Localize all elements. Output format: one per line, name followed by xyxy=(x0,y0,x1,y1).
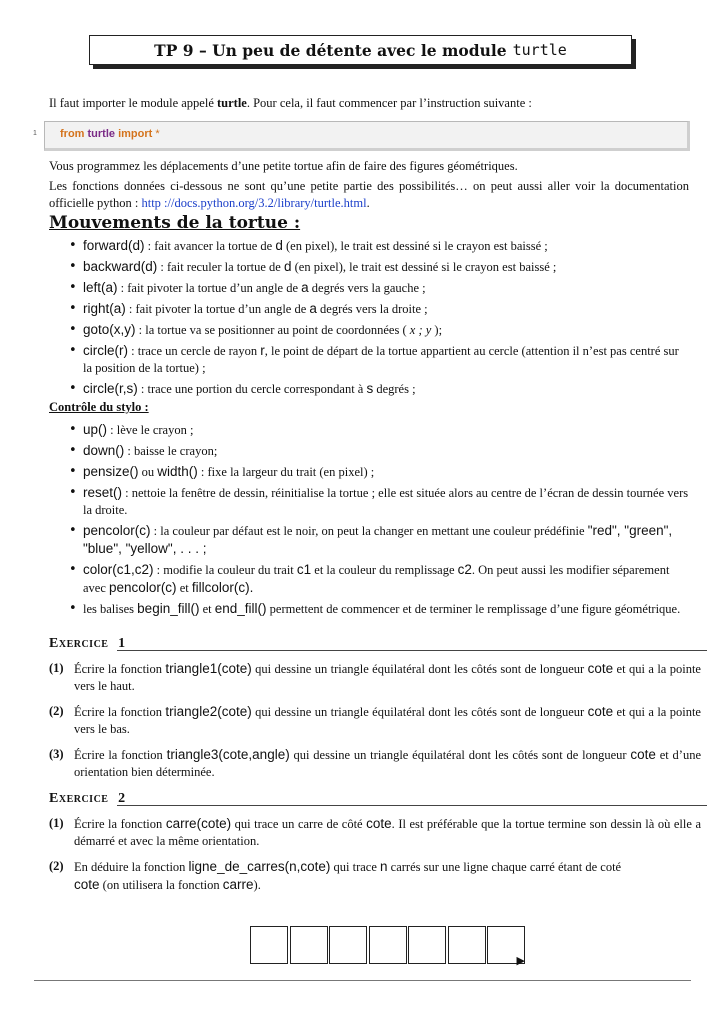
square xyxy=(329,926,367,964)
movement-item xyxy=(49,321,689,339)
bullet-icon: • xyxy=(69,301,77,316)
code-term: cote xyxy=(366,816,392,831)
text-run: : fait pivoter la tortue d’un angle de xyxy=(125,302,310,316)
bullet-icon: • xyxy=(69,322,77,337)
exercise-1-rule xyxy=(117,650,707,651)
pen-item xyxy=(49,561,689,597)
exercise-2-rule xyxy=(117,805,707,806)
text-run: et xyxy=(176,581,192,595)
code-term: carre(cote) xyxy=(165,816,232,831)
pen-item xyxy=(49,463,689,481)
exercise-2-label-rest: XERCICE xyxy=(58,794,109,805)
bullet-icon: • xyxy=(69,464,77,479)
text-run: , le point de départ de la tortue appartient au cercle (attention il n’est pas centré sur la position de la tortue) ; xyxy=(83,344,679,375)
text-run: (on utilisera la fonction xyxy=(99,878,223,892)
exercise-2-question xyxy=(49,815,701,850)
code-term: c2 xyxy=(457,562,472,577)
text-run: : fixe la largeur du trait (en pixel) ; xyxy=(197,465,375,479)
function-name: color(c1,c2) xyxy=(83,562,154,577)
text-run: : la tortue va se positionner au point de coordonnées ( xyxy=(135,323,410,337)
square xyxy=(448,926,486,964)
text-run: : la couleur par défaut est le noir, on peut la changer en mettant une couleur prédéfinie xyxy=(150,524,588,538)
square xyxy=(369,926,407,964)
text-run: Écrire la fonction xyxy=(74,748,167,762)
paragraph-2 xyxy=(49,178,689,212)
text-run: : trace un cercle de rayon xyxy=(128,344,261,358)
text-run: : fait reculer la tortue de xyxy=(157,260,284,274)
pen-item xyxy=(49,600,689,618)
text-run: . On peut aussi les modifier séparement avec xyxy=(83,563,670,595)
intro-text-end: . Pour cela, il faut commencer par l’instruction suivante : xyxy=(246,96,532,110)
text-run: qui dessine un triangle équilatéral dont les côtés sont de longueur xyxy=(251,662,588,676)
code-term: fillcolor(c). xyxy=(191,580,254,595)
text-run: qui dessine un triangle équilatéral dont les côtés sont de longueur xyxy=(289,748,631,762)
code-term: c1 xyxy=(296,562,312,577)
code-keyword-from: from xyxy=(60,128,85,140)
code-line-number: 1 xyxy=(33,130,37,137)
text-run: les balises xyxy=(83,602,138,616)
code-term: cote xyxy=(74,877,100,892)
function-name: goto(x,y) xyxy=(83,322,136,337)
text-run: et qui a la pointe vers le bas. xyxy=(74,705,701,736)
text-run: : modifie la couleur du trait xyxy=(153,563,297,577)
exercise-2-questions xyxy=(49,815,701,902)
text-run: et la couleur du remplissage xyxy=(311,563,458,577)
question-number: (3) xyxy=(49,747,64,761)
exercise-2-heading xyxy=(49,791,126,807)
code-term: s xyxy=(366,381,374,396)
code-keyword-import: import xyxy=(118,128,153,140)
movement-item xyxy=(49,279,689,297)
question-number: (1) xyxy=(49,816,64,830)
function-name: forward(d) xyxy=(83,238,145,253)
square xyxy=(290,926,328,964)
text-run: ); xyxy=(431,323,443,337)
movement-item xyxy=(49,380,689,398)
code-term: cote xyxy=(587,661,614,676)
function-name: down() xyxy=(83,443,125,458)
code-line xyxy=(60,128,160,140)
text-run: . Il est préférable que la tortue termine son dessin là où elle a démarré et avec la même orientation. xyxy=(74,817,701,848)
pen-item xyxy=(49,522,689,558)
text-run: : baisse le crayon; xyxy=(124,444,218,458)
text-run: degrés vers la gauche ; xyxy=(308,281,426,295)
function-name: reset() xyxy=(83,485,123,500)
text-run: qui dessine un triangle équilatéral dont les côtés sont de longueur xyxy=(251,705,588,719)
code-term: end_fill() xyxy=(214,601,267,616)
text-run: permettent de commencer et de terminer le remplissage d’une figure géométrique. xyxy=(266,602,681,616)
exercise-1-question xyxy=(49,703,701,738)
code-term: cote xyxy=(630,747,656,762)
code-module: turtle xyxy=(87,128,116,140)
exercise-1-questions xyxy=(49,660,701,789)
pen-item xyxy=(49,484,689,519)
intro-paragraph xyxy=(49,95,689,112)
exercise-1-number: 1 xyxy=(118,636,126,651)
exercise-2-question xyxy=(49,858,701,894)
code-term: width() xyxy=(157,464,198,479)
math-term: x ; y xyxy=(409,323,432,337)
text-run: carrés sur une ligne chaque carré étant de coté xyxy=(387,860,622,874)
bullet-icon: • xyxy=(69,562,77,577)
text-run: Écrire la fonction xyxy=(74,817,166,831)
python-doc-link[interactable]: http ://docs.python.org/3.2/library/turtle.html xyxy=(141,196,367,210)
text-run: : nettoie la fenêtre de dessin, réinitialise la tortue ; elle est située alors au centre de l’écran de dessin tournée vers la droite. xyxy=(83,486,689,517)
movement-item xyxy=(49,342,689,377)
square xyxy=(408,926,446,964)
text-run: degrés vers la droite ; xyxy=(316,302,428,316)
code-star: * xyxy=(155,128,160,140)
code-term: n xyxy=(380,859,388,874)
intro-module: turtle xyxy=(217,96,247,110)
code-term: d xyxy=(275,238,283,253)
code-term: d xyxy=(283,259,292,274)
pen-heading: Contrôle du stylo : xyxy=(49,400,149,414)
text-run: En déduire la fonction xyxy=(74,860,189,874)
code-term: r xyxy=(260,343,265,358)
function-name: right(a) xyxy=(83,301,126,316)
code-term: carre xyxy=(222,877,254,892)
function-name: left(a) xyxy=(83,280,118,295)
function-name: backward(d) xyxy=(83,259,158,274)
code-term: triangle1(cote) xyxy=(165,661,252,676)
code-term: a xyxy=(301,280,309,295)
question-number: (2) xyxy=(49,859,64,873)
text-run: ). xyxy=(253,878,261,892)
question-number: (1) xyxy=(49,661,64,675)
movement-item xyxy=(49,300,689,318)
exercise-1-question xyxy=(49,746,701,781)
text-run: : lève le crayon ; xyxy=(107,423,194,437)
bullet-icon: • xyxy=(69,523,77,538)
code-term: "red", "green", "blue", "yellow", . . . ; xyxy=(83,523,673,556)
bullet-icon: • xyxy=(69,601,77,616)
paragraph-2-end: . xyxy=(366,196,370,210)
square xyxy=(250,926,288,964)
text-run: (en pixel), le trait est dessiné si le crayon est baissé ; xyxy=(291,260,557,274)
footer-rule xyxy=(34,980,691,981)
code-term: triangle3(cote,angle) xyxy=(166,747,290,762)
code-term: ligne_de_carres(n,cote) xyxy=(188,859,331,874)
page-title: TP 9 – Un peu de détente avec le module xyxy=(154,40,507,60)
bullet-icon: • xyxy=(69,280,77,295)
pen-list xyxy=(49,421,689,621)
bullet-icon: • xyxy=(69,443,77,458)
code-term: cote xyxy=(587,704,614,719)
function-name: pensize() xyxy=(83,464,139,479)
text-run: ou xyxy=(138,465,158,479)
function-name: circle(r) xyxy=(83,343,128,358)
exercise-1-heading xyxy=(49,636,126,652)
text-run: Écrire la fonction xyxy=(74,662,166,676)
paragraph-1: Vous programmez les déplacements d’une petite tortue afin de faire des figures géométriques. xyxy=(49,159,518,173)
movements-heading: Mouvements de la tortue : xyxy=(49,213,301,233)
pen-item xyxy=(49,442,689,460)
function-name: circle(r,s) xyxy=(83,381,138,396)
text-run: degrés ; xyxy=(373,382,416,396)
exercise-1-question xyxy=(49,660,701,695)
bullet-icon: • xyxy=(69,485,77,500)
code-term: triangle2(cote) xyxy=(165,704,252,719)
text-run: et qui a la pointe vers le haut. xyxy=(74,662,701,693)
movement-item xyxy=(49,258,689,276)
turtle-arrow-icon: ▶ xyxy=(516,954,525,967)
intro-text: Il faut importer le module appelé xyxy=(49,96,217,110)
bullet-icon: • xyxy=(69,238,77,253)
paragraph-2-text: Les fonctions données ci-dessous ne sont qu’une petite partie des possibilités… on peut aussi aller voir la documentation officielle python : xyxy=(49,179,689,210)
text-run: (en pixel), le trait est dessiné si le crayon est baissé ; xyxy=(282,239,548,253)
page-title-code: turtle xyxy=(512,41,567,59)
bullet-icon: • xyxy=(69,422,77,437)
exercise-1-label-rest: XERCICE xyxy=(58,639,109,650)
text-run: : fait avancer la tortue de xyxy=(144,239,276,253)
text-run: qui trace un carre de côté xyxy=(231,817,367,831)
exercise-1-label-first: E xyxy=(49,636,59,651)
movement-item xyxy=(49,237,689,255)
text-run: : fait pivoter la tortue d’un angle de xyxy=(117,281,302,295)
function-name: up() xyxy=(83,422,108,437)
code-term: pencolor(c) xyxy=(109,580,177,595)
title-box xyxy=(89,35,632,65)
text-run: : trace une portion du cercle correspondant à xyxy=(137,382,367,396)
text-run: Écrire la fonction xyxy=(74,705,166,719)
code-term: begin_fill() xyxy=(137,601,200,616)
text-run: et d’une orientation bien déterminée. xyxy=(74,748,702,779)
text-run: qui trace xyxy=(330,860,381,874)
question-number: (2) xyxy=(49,704,64,718)
text-run: et xyxy=(199,602,215,616)
movements-list xyxy=(49,237,689,401)
exercise-2-number: 2 xyxy=(118,791,126,806)
pen-item xyxy=(49,421,689,439)
exercise-2-label-first: E xyxy=(49,791,59,806)
bullet-icon: • xyxy=(69,381,77,396)
bullet-icon: • xyxy=(69,259,77,274)
code-term: a xyxy=(309,301,317,316)
function-name: pencolor(c) xyxy=(83,523,151,538)
bullet-icon: • xyxy=(69,343,77,358)
